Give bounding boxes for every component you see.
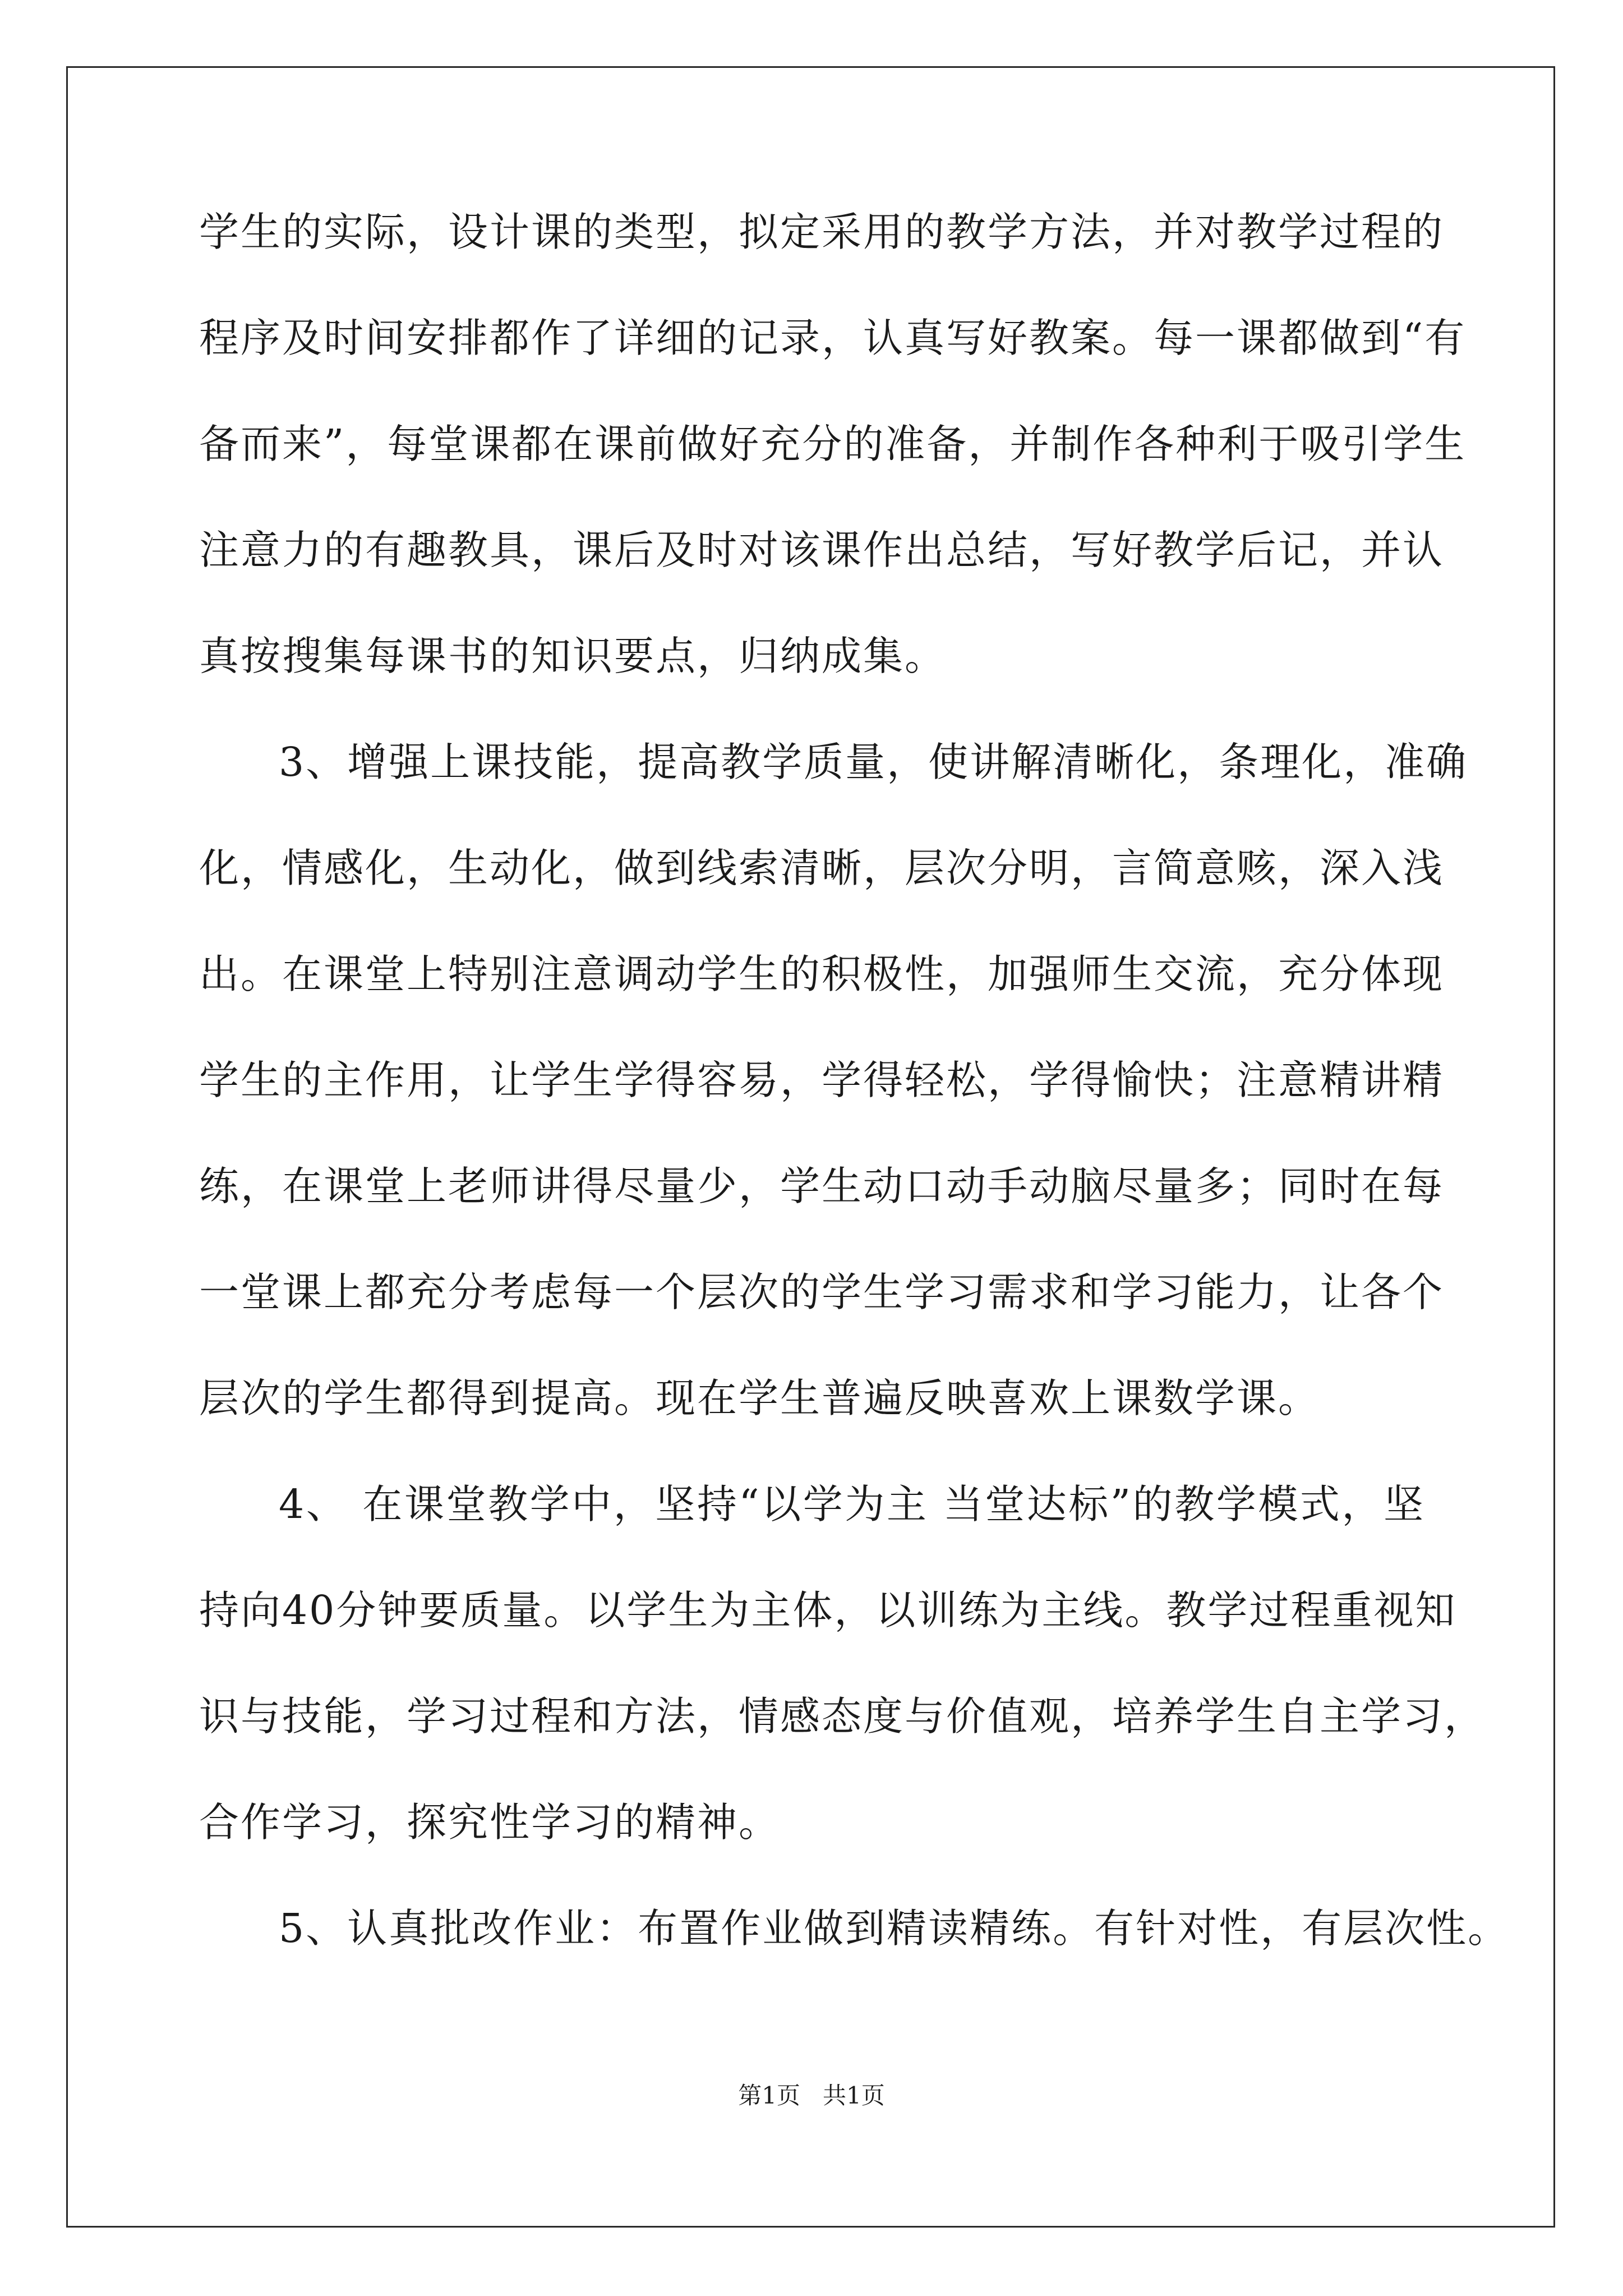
text-line: 注意力的有趣教具，课后及时对该课作出总结，写好教学后记，并认	[199, 527, 1445, 573]
text-line: 合作学习，探究性学习的精神。	[199, 1799, 781, 1846]
text-line: 层次的学生都得到提高。现在学生普遍反映喜欢上课数学课。	[199, 1375, 1320, 1421]
paragraph-3-first-line: 3、增强上课技能，提高教学质量，使讲解清晰化，条理化，准确	[279, 739, 1468, 785]
text-line: 识与技能，学习过程和方法，情感态度与价值观，培养学生自主学习，	[199, 1693, 1486, 1740]
text-line: 一堂课上都充分考虑每一个层次的学生学习需求和学习能力，让各个	[199, 1269, 1445, 1315]
text-line: 学生的实际，设计课的类型，拟定采用的教学方法，并对教学过程的	[199, 209, 1445, 255]
text-line: 化，情感化，生动化，做到线索清晰，层次分明，言简意赅，深入浅	[199, 845, 1445, 891]
text-line: 出。在课堂上特别注意调动学生的积极性，加强师生交流，充分体现	[199, 951, 1445, 997]
text-line: 学生的主作用，让学生学得容易，学得轻松，学得愉快；注意精讲精	[199, 1057, 1445, 1103]
paragraph-5-first-line: 5、认真批改作业：布置作业做到精读精练。有针对性，有层次性。	[279, 1905, 1510, 1952]
paragraph-4-first-line: 4、 在课堂教学中，坚持“以学为主 当堂达标”的教学模式，坚	[279, 1481, 1425, 1527]
text-line: 真按搜集每课书的知识要点，归纳成集。	[199, 633, 947, 679]
text-line: 程序及时间安排都作了详细的记录，认真写好教案。每一课都做到“有	[199, 315, 1467, 361]
page-number-footer: 第1页 共1页	[738, 2082, 885, 2109]
text-line: 练，在课堂上老师讲得尽量少，学生动口动手动脑尽量多；同时在每	[199, 1163, 1445, 1209]
text-line: 备而来”，每堂课都在课前做好充分的准备，并制作各种利于吸引学生	[199, 421, 1467, 467]
text-line: 持向40分钟要质量。以学生为主体，以训练为主线。教学过程重视知	[199, 1587, 1457, 1634]
